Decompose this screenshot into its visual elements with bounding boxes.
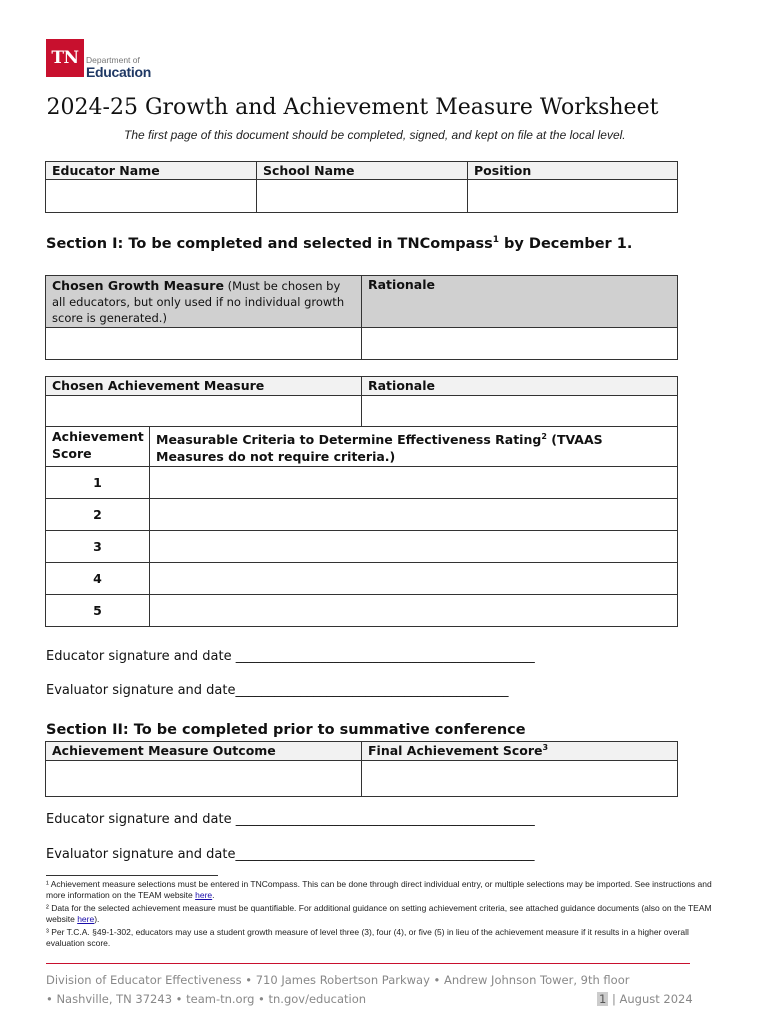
score-2-label: 2 <box>46 499 150 531</box>
achievement-outcome-header: Achievement Measure Outcome <box>46 742 362 761</box>
final-score-header: Final Achievement Score$^3$ <box>362 742 678 761</box>
educator-info-table <box>45 161 678 213</box>
score-5-criteria-field[interactable] <box>150 595 678 627</box>
document-title: 2024-25 Growth and Achievement Measure Worksheet <box>46 95 659 120</box>
footer-contact-line: • Nashville, TN 37243 • team-tn.org • tn.gov/education <box>46 992 367 1006</box>
school-name-field[interactable] <box>257 180 468 213</box>
score-4-label: 4 <box>46 563 150 595</box>
logo-education-label: Education <box>86 64 151 80</box>
footnote-2: ² Data for the selected achievement measure must be quantifiable. For additional guidance on setting achievement criteria, see attached guidance documents (also on the TEAM website here). <box>46 903 712 924</box>
score-1-criteria-field[interactable] <box>150 467 678 499</box>
achievement-measure-table <box>45 376 678 427</box>
section-2-heading: Section II: To be completed prior to summative conference <box>46 722 526 738</box>
achievement-score-header: Achievement Score <box>46 427 150 467</box>
score-3-criteria-field[interactable] <box>150 531 678 563</box>
footnote-divider <box>46 875 218 876</box>
section-1-heading: Section I: To be completed and selected in TNCompass$^1$ by December 1. <box>46 235 633 252</box>
growth-measure-field[interactable] <box>46 328 362 360</box>
growth-measure-table <box>45 275 678 360</box>
tn-logo-mark: TN <box>46 39 84 77</box>
team-website-link-1[interactable]: here <box>195 890 213 900</box>
final-score-field[interactable] <box>362 761 678 797</box>
evaluator-signature-line-1[interactable]: Evaluator signature and date__________________________________________ <box>46 683 509 698</box>
document-subtitle: The first page of this document should be completed, signed, and kept on file at the local level. <box>124 128 626 142</box>
educator-name-header: Educator Name <box>46 162 257 180</box>
growth-rationale-header: Rationale <box>362 276 678 328</box>
team-website-link-2[interactable]: here <box>77 914 95 924</box>
footer-divider <box>46 963 690 964</box>
achievement-measure-field[interactable] <box>46 396 362 427</box>
growth-rationale-field[interactable] <box>362 328 678 360</box>
growth-measure-header: Chosen Growth Measure (Must be chosen by all educators, but only used if no individual growth score is generated.) <box>46 276 362 328</box>
achievement-rationale-field[interactable] <box>362 396 678 427</box>
evaluator-signature-line-2[interactable]: Evaluator signature and date______________________________________________ <box>46 847 535 862</box>
score-2-criteria-field[interactable] <box>150 499 678 531</box>
score-5-label: 5 <box>46 595 150 627</box>
achievement-measure-header: Chosen Achievement Measure <box>46 377 362 396</box>
score-1-label: 1 <box>46 467 150 499</box>
score-3-label: 3 <box>46 531 150 563</box>
school-name-header: School Name <box>257 162 468 180</box>
score-4-criteria-field[interactable] <box>150 563 678 595</box>
achievement-outcome-field[interactable] <box>46 761 362 797</box>
position-header: Position <box>468 162 678 180</box>
page-number: 1 <box>599 992 607 1006</box>
criteria-header: Measurable Criteria to Determine Effectiveness Rating$^2$ (TVAAS Measures do not require criteria.) <box>150 427 678 467</box>
educator-signature-line-2[interactable]: Educator signature and date ______________________________________________ <box>46 812 535 827</box>
educator-signature-line-1[interactable]: Educator signature and date ______________________________________________ <box>46 649 535 664</box>
logo-department-label: Department of <box>86 55 140 65</box>
position-field[interactable] <box>468 180 678 213</box>
achievement-rationale-header: Rationale <box>362 377 678 396</box>
footnote-3: ³ Per T.C.A. §49-1-302, educators may use a student growth measure of level three (3), four (4), or five (5) in lieu of the achievement measure if it results in a higher overall evaluation score. <box>46 927 689 948</box>
footer-address-line: Division of Educator Effectiveness • 710 James Robertson Parkway • Andrew Johnson Tower, 9th floor <box>46 973 630 987</box>
achievement-criteria-table <box>45 426 678 627</box>
footer-page-info: 1 | August 2024 <box>599 992 693 1006</box>
footnote-1: ¹ Achievement measure selections must be entered in TNCompass. This can be done through direct individual entry, or multiple selections may be imported. See instructions and more information on the TEAM website here. <box>46 879 712 900</box>
educator-name-field[interactable] <box>46 180 257 213</box>
outcome-table <box>45 741 678 797</box>
